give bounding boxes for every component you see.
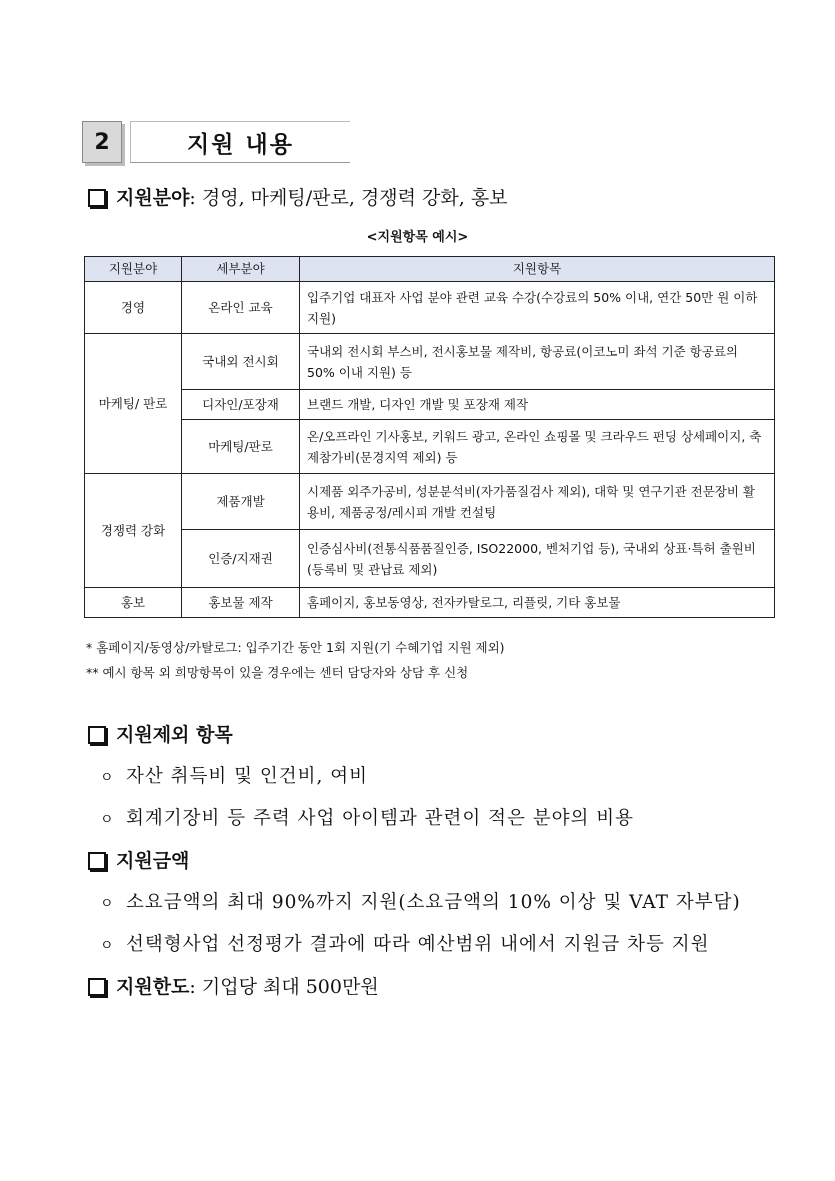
list-item: ㅇ 소요금액의 최대 90%까지 지원(소요금액의 10% 이상 및 VAT 자부담) bbox=[100, 892, 741, 913]
support-field-line bbox=[88, 183, 508, 210]
header-item: 지원항목 bbox=[300, 257, 775, 282]
item-cell: 홈페이지, 홍보동영상, 전자카탈로그, 리플릿, 기타 홍보물 bbox=[300, 588, 775, 618]
field-cell: 홍보 bbox=[85, 588, 182, 618]
circle-bullet-icon: ㅇ bbox=[100, 812, 115, 828]
section-number: 2 bbox=[82, 121, 122, 163]
checkbox-square-icon bbox=[88, 189, 106, 207]
table-row bbox=[85, 588, 775, 618]
subfield-cell: 인증/지재권 bbox=[182, 530, 300, 588]
subfield-cell: 마케팅/판로 bbox=[182, 420, 300, 474]
list-item: ㅇ 회계기장비 등 주력 사업 아이템과 관련이 적은 분야의 비용 bbox=[100, 808, 634, 829]
checkbox-square-icon bbox=[88, 726, 106, 744]
support-items-table bbox=[84, 256, 775, 618]
item-cell: 입주기업 대표자 사업 분야 관련 교육 수강(수강료의 50% 이내, 연간 50만 원 이하 지원) bbox=[300, 282, 775, 334]
subfield-cell: 국내외 전시회 bbox=[182, 334, 300, 390]
table-row bbox=[85, 282, 775, 334]
table-row bbox=[85, 530, 775, 588]
subfield-cell: 온라인 교육 bbox=[182, 282, 300, 334]
header-field: 지원분야 bbox=[85, 257, 182, 282]
subfield-cell: 디자인/포장재 bbox=[182, 390, 300, 420]
item-cell: 인증심사비(전통식품품질인증, ISO22000, 벤처기업 등), 국내외 상표·특허 출원비(등록비 및 관납료 제외) bbox=[300, 530, 775, 588]
amount-heading bbox=[88, 846, 189, 873]
footnote: * 홈페이지/동영상/카탈로그: 입주기간 동안 1회 지원(기 수혜기업 지원 제외) bbox=[86, 640, 505, 655]
field-cell: 마케팅/ 판로 bbox=[85, 334, 182, 474]
item-cell: 시제품 외주가공비, 성분분석비(자가품질검사 제외), 대학 및 연구기관 전문장비 활용비, 제품공정/레시피 개발 컨설팅 bbox=[300, 474, 775, 530]
limit-label: 지원한도 bbox=[116, 976, 190, 998]
table-row bbox=[85, 474, 775, 530]
circle-bullet-icon: ㅇ bbox=[100, 896, 115, 912]
list-item: ㅇ 자산 취득비 및 인건비, 여비 bbox=[100, 766, 368, 787]
field-cell: 경영 bbox=[85, 282, 182, 334]
table-row bbox=[85, 390, 775, 420]
exclusions-label: 지원제외 항목 bbox=[116, 724, 233, 746]
limit-line bbox=[88, 972, 379, 999]
subfield-cell: 홍보물 제작 bbox=[182, 588, 300, 618]
item-cell: 온/오프라인 기사홍보, 키워드 광고, 온라인 쇼핑몰 및 크라우드 펀딩 상세페이지, 축제참가비(문경지역 제외) 등 bbox=[300, 420, 775, 474]
exclusions-heading bbox=[88, 720, 233, 747]
support-field-text: : 경영, 마케팅/판로, 경쟁력 강화, 홍보 bbox=[189, 187, 508, 209]
field-cell: 경쟁력 강화 bbox=[85, 474, 182, 588]
table-header-row bbox=[85, 257, 775, 282]
circle-bullet-icon: ㅇ bbox=[100, 938, 115, 954]
section-title: 지원 내용 bbox=[130, 121, 350, 163]
circle-bullet-icon: ㅇ bbox=[100, 770, 115, 786]
table-row bbox=[85, 334, 775, 390]
section-header bbox=[82, 121, 350, 163]
list-item: ㅇ 선택형사업 선정평가 결과에 따라 예산범위 내에서 지원금 차등 지원 bbox=[100, 934, 710, 955]
checkbox-square-icon bbox=[88, 852, 106, 870]
item-cell: 국내외 전시회 부스비, 전시홍보물 제작비, 항공료(이코노미 좌석 기준 항공료의 50% 이내 지원) 등 bbox=[300, 334, 775, 390]
table-row bbox=[85, 420, 775, 474]
support-field-label: 지원분야 bbox=[116, 187, 190, 209]
table-caption: <지원항목 예시> bbox=[366, 230, 469, 245]
amount-label: 지원금액 bbox=[116, 850, 190, 872]
checkbox-square-icon bbox=[88, 978, 106, 996]
header-subfield: 세부분야 bbox=[182, 257, 300, 282]
item-cell: 브랜드 개발, 디자인 개발 및 포장재 제작 bbox=[300, 390, 775, 420]
limit-text: : 기업당 최대 500만원 bbox=[189, 976, 379, 998]
footnote: ** 예시 항목 외 희망항목이 있을 경우에는 센터 담당자와 상담 후 신청 bbox=[86, 665, 469, 680]
subfield-cell: 제품개발 bbox=[182, 474, 300, 530]
